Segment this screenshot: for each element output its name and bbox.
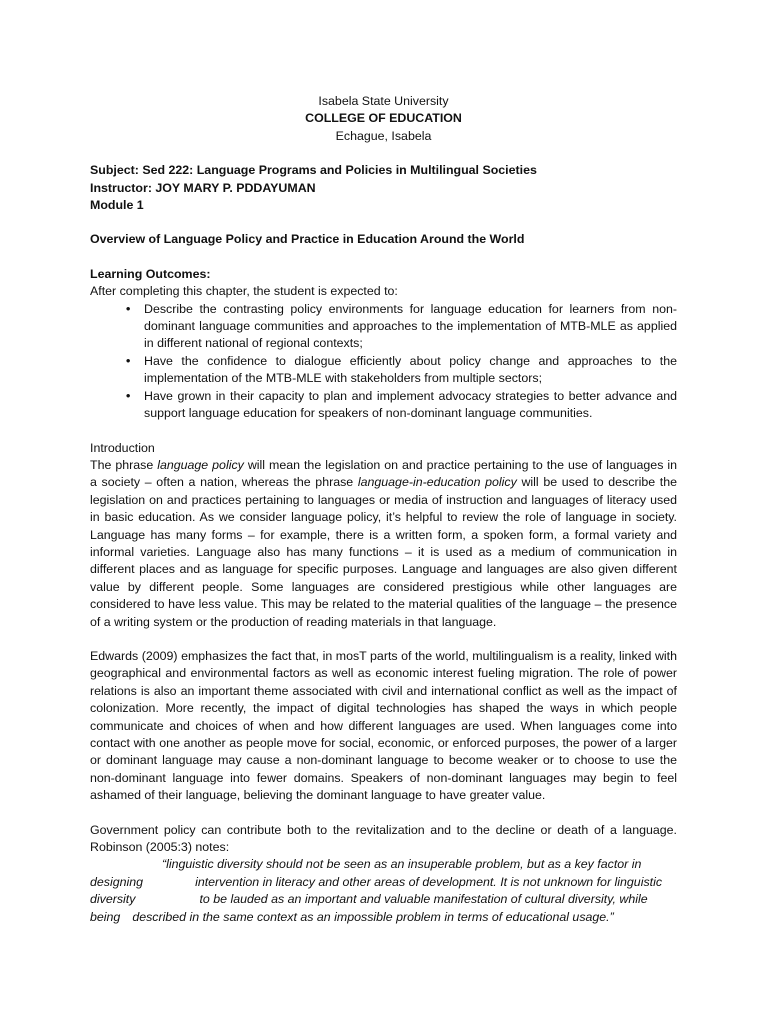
introduction-paragraph-1 <box>90 457 677 631</box>
p1-text-a: The phrase <box>90 457 158 472</box>
college-name: COLLEGE OF EDUCATION <box>305 111 462 126</box>
learning-outcomes-heading: Learning Outcomes: <box>90 266 211 281</box>
quote-word: designing <box>90 874 144 889</box>
introduction-section <box>90 440 677 927</box>
learning-outcomes-intro: After completing this chapter, the student is expected to: <box>90 284 398 299</box>
university-name: Isabela State University <box>318 94 449 108</box>
introduction-heading: Introduction <box>90 440 155 455</box>
quote-line-2 <box>90 874 677 891</box>
quote-line-4 <box>90 909 677 926</box>
quote-word: being <box>90 909 121 924</box>
list-item <box>126 353 677 388</box>
introduction-paragraph-3: Government policy can contribute both to the revitalization and to the decline or death of a language. Robinson (2005:3) notes: <box>90 822 677 855</box>
module-line: Module 1 <box>90 198 144 213</box>
bullet-icon: • <box>126 301 131 316</box>
document-page <box>90 93 677 926</box>
quote-text: to be lauded as an important and valuable manifestation of cultural diversity, while <box>199 892 648 907</box>
document-header <box>90 93 677 145</box>
quote-text: described in the same context as an impossible problem in terms of educational usage.” <box>132 909 614 924</box>
introduction-paragraph-2: Edwards (2009) emphasizes the fact that, in mosT parts of the world, multilingualism is a reality, linked with geographical and environmental factors as well as economic interest fueling migration. The role of power relations is also an important theme associated with civil and international conflict as well as the impact of colonization. More recently, the impact of digital technologies has shaped the ways in which people communicate and choices of when and how different languages are used. When languages come into contact with one another as people move for social, economic, or enforced purposes, the power of a larger or dominant language may cause a non-dominant language to become weaker or to choose to use the non-dominant language into fewer domains. Speakers of non-dominant languages may begin to feel ashamed of their language, believing the dominant language to have greater value. <box>90 648 677 803</box>
bullet-icon: • <box>126 388 131 403</box>
quote-line-1: “linguistic diversity should not be seen as an insuperable problem, but as a key factor in <box>162 857 642 872</box>
campus-location: Echague, Isabela <box>335 128 432 143</box>
list-item <box>126 388 677 423</box>
learning-outcomes-section <box>90 266 677 423</box>
learning-outcomes-list <box>90 301 677 423</box>
p1-text-b: will mean the legislation on and practice pertaining to the use of languages in a society – often a nation, whereas the phrase <box>90 457 678 490</box>
bullet-icon: • <box>126 353 131 368</box>
list-item <box>126 301 677 353</box>
quote-word: diversity <box>90 892 136 907</box>
term-language-policy: language policy <box>157 457 244 472</box>
outcome-text: Describe the contrasting policy environments for language education for learners from non-dominant language communities and approaches to the implementation of MTB-MLE as applied in different national of regional contexts; <box>144 301 677 351</box>
outcome-text: Have the confidence to dialogue efficiently about policy change and approaches to the implementation of the MTB-MLE with stakeholders from multiple sectors; <box>144 353 677 386</box>
quote-text: intervention in literacy and other areas of development. It is not unknown for linguistic <box>195 874 663 889</box>
p1-text-c: will be used to describe the legislation on and practices pertaining to languages or media of instruction and languages of literacy used in basic education. As we consider language policy, it’s helpful to review the role of language in society. Language has many forms – for example, there is a written form, a spoken form, a formal variety and informal varieties. Language also has many functions – it is used as a medium of communication in different places and as language for specific purposes. Language and languages are also given different value by different people. Some languages are considered prestigious while other languages are considered to have less value. This may be related to the material qualities of the language – the presence of a writing system or the production of reading materials in that language. <box>90 475 677 629</box>
overview-title: Overview of Language Policy and Practice in Education Around the World <box>90 232 525 247</box>
course-info <box>90 162 677 214</box>
robinson-quote <box>90 856 677 926</box>
quote-line-3 <box>90 891 677 908</box>
outcome-text: Have grown in their capacity to plan and implement advocacy strategies to better advance and support language education for speakers of non-dominant language communities. <box>144 388 677 421</box>
subject-line: Subject: Sed 222: Language Programs and Policies in Multilingual Societies <box>90 163 537 178</box>
instructor-line: Instructor: JOY MARY P. PDDAYUMAN <box>90 180 316 195</box>
term-language-in-education-policy: language-in-education policy <box>357 475 517 490</box>
